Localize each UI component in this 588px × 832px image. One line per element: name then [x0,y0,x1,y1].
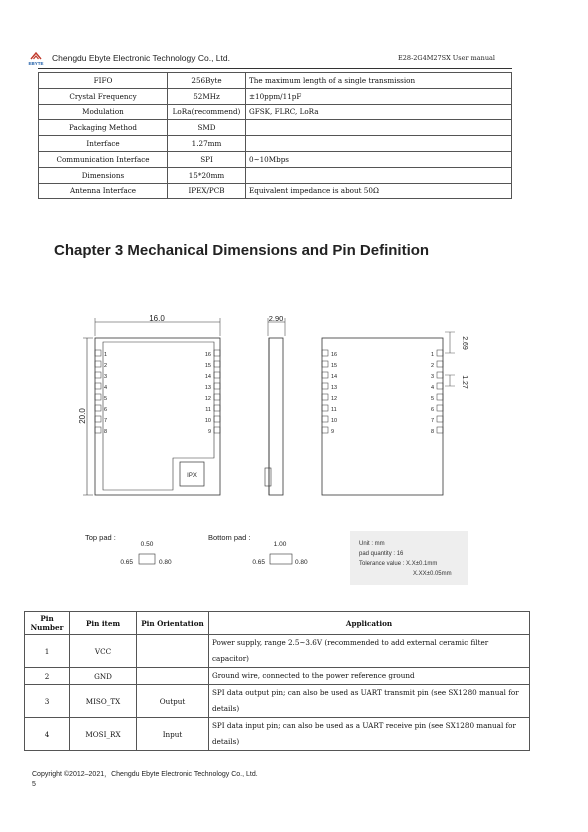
note-cell [246,167,512,183]
pin-label: 11 [205,407,211,413]
bottom-pad-width: 1.00 [273,541,287,548]
table-row [39,136,512,152]
page-number: 5 [32,781,36,788]
table-row [25,668,530,685]
value-cell: 15*20mm [168,167,246,183]
value-cell: SPI [168,151,246,167]
param-cell: Packaging Method [39,120,168,136]
param-cell: Interface [39,136,168,152]
top-pad-left: 0.65 [120,559,133,566]
pin-label: 8 [430,429,434,435]
dim-width-label: 16.0 [149,314,165,323]
value-cell: 256Byte [168,73,246,89]
document-title: E28-2G4M27SX User manual [398,54,495,62]
logo-text: EBYTE [28,61,44,66]
note-cell: Equivalent impedance is about 50Ω [246,183,512,199]
value-cell: 52MHz [168,88,246,104]
pin-label: 1 [430,352,434,358]
pin-label: 3 [430,374,434,380]
pin-label: 15 [204,363,211,369]
top-pad-label: Top pad : [85,533,116,542]
dim-height-label: 20.0 [78,408,87,424]
top-pad-width: 0.50 [140,541,154,548]
note-cell [246,136,512,152]
pin-label: 7 [104,418,108,424]
param-cell: FIFO [39,73,168,89]
chapter-heading: Chapter 3 Mechanical Dimensions and Pin Definition [54,242,430,259]
bottom-view [322,332,468,495]
footer-copyright: Copyright ©2012–2021，Chengdu Ebyte Electronic Technology Co., Ltd. [32,771,258,778]
pin-label: 4 [430,385,434,391]
dim-thickness-label: 2.90 [268,314,284,323]
note-cell: The maximum length of a single transmission [246,73,512,89]
value-cell: IPEX/PCB [168,183,246,199]
param-cell: Antenna Interface [39,183,168,199]
param-cell: Communication Interface [39,151,168,167]
dim-pitch-top-label: 2.69 [461,336,468,350]
table-row [25,635,530,668]
header-rule [38,68,512,69]
ipx-label: IPX [187,473,197,479]
pin-number: 2 [25,668,70,685]
pad-qty-line: pad quantity : 16 [359,551,404,557]
note-cell: ±10ppm/11pF [246,88,512,104]
param-cell: Crystal Frequency [39,88,168,104]
pin-label: 11 [331,407,337,413]
value-cell: LoRa(recommend) [168,104,246,120]
pin-orientation [137,668,209,685]
bottom-pad-detail [208,533,308,566]
table-row [39,151,512,167]
note-cell [246,120,512,136]
pin-orientation: Output [137,685,209,718]
page-header [25,50,495,68]
pin-label: 14 [204,374,211,380]
pin-item: MOSI_RX [70,718,137,751]
table-row [39,88,512,104]
pin-number: 1 [25,635,70,668]
header-pin-item: Pin item [70,612,137,635]
tolerance-line-2: X.XX±0.05mm [413,571,452,577]
pin-label: 5 [104,396,108,402]
pin-label: 2 [104,363,108,369]
table-row [39,120,512,136]
pin-item: GND [70,668,137,685]
unit-line: Unit : mm [359,541,385,547]
table-row [39,183,512,199]
table-row [39,73,512,89]
pin-label: 7 [430,418,434,424]
tolerance-line: Tolerance value : X.X±0.1mm [359,561,438,567]
pin-item: VCC [70,635,137,668]
pin-label: 9 [207,429,211,435]
pin-label: 10 [331,418,338,424]
pin-label: 16 [204,352,211,358]
unit-note-box [350,531,468,585]
bottom-pad-right: 0.80 [295,559,308,566]
table-row [25,685,530,718]
pin-application: SPI data output pin; can also be used as UART transmit pin (see SX1280 manual for details) [209,685,530,718]
pin-label: 6 [430,407,434,413]
pin-label: 4 [104,385,108,391]
pin-label: 8 [104,429,108,435]
pin-orientation [137,635,209,668]
table-row [25,718,530,751]
table-row [39,104,512,120]
header-application: Application [209,612,530,635]
pin-number: 3 [25,685,70,718]
param-cell: Dimensions [39,167,168,183]
value-cell: SMD [168,120,246,136]
side-view [265,314,285,495]
pin-orientation: Input [137,718,209,751]
top-pad-right: 0.80 [159,559,172,566]
bottom-pad-label: Bottom pad : [208,533,251,542]
mechanical-drawing [75,308,495,588]
note-cell: GFSK, FLRC, LoRa [246,104,512,120]
pin-label: 2 [430,363,434,369]
value-cell: 1.27mm [168,136,246,152]
pin-label: 6 [104,407,108,413]
pin-label: 12 [204,396,211,402]
spec-table [38,72,512,199]
param-cell: Modulation [39,104,168,120]
pin-definition-table [24,611,530,751]
pin-application: Power supply, range 2.5~3.6V (recommended to add external ceramic filter capacitor) [209,635,530,668]
header-pin-number: Pin Number [25,612,70,635]
bottom-pad-left: 0.65 [252,559,265,566]
table-header-row [25,612,530,635]
ebyte-logo-icon [25,50,47,66]
pin-label: 14 [331,374,338,380]
pin-number: 4 [25,718,70,751]
pin-label: 15 [331,363,338,369]
pin-label: 13 [204,385,211,391]
pin-application: Ground wire, connected to the power reference ground [209,668,530,685]
note-cell: 0~10Mbps [246,151,512,167]
pin-label: 5 [430,396,434,402]
top-view [78,314,220,495]
pin-label: 16 [331,352,338,358]
pin-application: SPI data input pin; can also be used as a UART receive pin (see SX1280 manual for details) [209,718,530,751]
pin-label: 9 [331,429,335,435]
table-row [39,167,512,183]
header-pin-orientation: Pin Orientation [137,612,209,635]
dim-pitch-label: 1.27 [461,375,468,389]
company-name: Chengdu Ebyte Electronic Technology Co., Ltd. [52,53,230,63]
top-pad-detail [85,533,172,566]
pin-label: 3 [104,374,108,380]
pin-label: 10 [204,418,211,424]
pin-label: 1 [104,352,108,358]
pin-label: 13 [331,385,338,391]
pin-item: MISO_TX [70,685,137,718]
pin-label: 12 [331,396,338,402]
